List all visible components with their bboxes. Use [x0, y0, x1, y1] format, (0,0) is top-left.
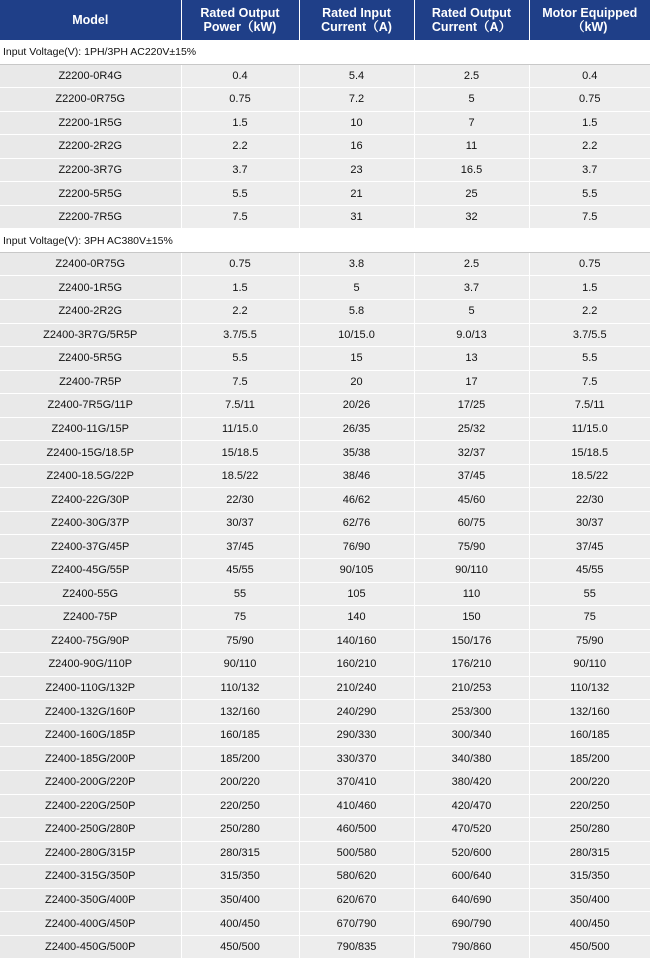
cell-rated-input-current: 370/410: [299, 770, 414, 794]
cell-model: Z2400-132G/160P: [0, 700, 181, 724]
cell-motor-equipped: 2.2: [529, 300, 650, 324]
cell-motor-equipped: 185/200: [529, 747, 650, 771]
cell-model: Z2200-0R4G: [0, 64, 181, 88]
header-model: Model: [0, 0, 181, 41]
cell-rated-output-current: 90/110: [414, 559, 529, 583]
cell-rated-output-power: 11/15.0: [181, 417, 299, 441]
cell-motor-equipped: 350/400: [529, 888, 650, 912]
cell-rated-input-current: 460/500: [299, 818, 414, 842]
table-row: [0, 912, 650, 936]
table-row: [0, 676, 650, 700]
cell-motor-equipped: 1.5: [529, 276, 650, 300]
cell-rated-output-current: 470/520: [414, 818, 529, 842]
table-row: [0, 347, 650, 371]
cell-rated-output-current: 75/90: [414, 535, 529, 559]
cell-rated-output-current: 600/640: [414, 865, 529, 889]
cell-motor-equipped: 280/315: [529, 841, 650, 865]
cell-motor-equipped: 30/37: [529, 511, 650, 535]
cell-model: Z2200-3R7G: [0, 158, 181, 182]
cell-motor-equipped: 2.2: [529, 135, 650, 159]
cell-model: Z2400-1R5G: [0, 276, 181, 300]
cell-rated-output-power: 3.7/5.5: [181, 323, 299, 347]
cell-model: Z2400-75P: [0, 606, 181, 630]
cell-rated-input-current: 10: [299, 111, 414, 135]
cell-rated-input-current: 35/38: [299, 441, 414, 465]
cell-motor-equipped: 110/132: [529, 676, 650, 700]
cell-rated-output-power: 30/37: [181, 511, 299, 535]
table-row: [0, 182, 650, 206]
table-row: [0, 794, 650, 818]
section-header-row: [0, 41, 650, 65]
section-header-row: [0, 229, 650, 253]
cell-model: Z2400-75G/90P: [0, 629, 181, 653]
header-rated-output-current: Rated Output Current（A）: [414, 0, 529, 41]
cell-motor-equipped: 18.5/22: [529, 464, 650, 488]
cell-model: Z2400-250G/280P: [0, 818, 181, 842]
cell-rated-output-current: 790/860: [414, 935, 529, 958]
cell-motor-equipped: 7.5: [529, 205, 650, 229]
cell-rated-input-current: 26/35: [299, 417, 414, 441]
cell-rated-output-power: 15/18.5: [181, 441, 299, 465]
cell-rated-output-current: 210/253: [414, 676, 529, 700]
cell-model: Z2400-90G/110P: [0, 653, 181, 677]
cell-rated-output-current: 110: [414, 582, 529, 606]
cell-rated-output-power: 160/185: [181, 723, 299, 747]
table-row: [0, 464, 650, 488]
cell-rated-input-current: 290/330: [299, 723, 414, 747]
cell-motor-equipped: 3.7: [529, 158, 650, 182]
cell-rated-input-current: 90/105: [299, 559, 414, 583]
cell-rated-output-power: 90/110: [181, 653, 299, 677]
cell-motor-equipped: 450/500: [529, 935, 650, 958]
cell-rated-output-power: 220/250: [181, 794, 299, 818]
cell-rated-output-power: 3.7: [181, 158, 299, 182]
cell-motor-equipped: 400/450: [529, 912, 650, 936]
header-rated-input-current: Rated Input Current（A): [299, 0, 414, 41]
cell-rated-input-current: 10/15.0: [299, 323, 414, 347]
table-row: [0, 135, 650, 159]
cell-rated-output-power: 350/400: [181, 888, 299, 912]
cell-rated-output-current: 45/60: [414, 488, 529, 512]
table-row: [0, 417, 650, 441]
cell-rated-input-current: 38/46: [299, 464, 414, 488]
cell-model: Z2200-7R5G: [0, 205, 181, 229]
cell-motor-equipped: 132/160: [529, 700, 650, 724]
cell-rated-output-current: 253/300: [414, 700, 529, 724]
cell-rated-input-current: 240/290: [299, 700, 414, 724]
cell-motor-equipped: 0.75: [529, 88, 650, 112]
cell-rated-input-current: 5.4: [299, 64, 414, 88]
cell-motor-equipped: 90/110: [529, 653, 650, 677]
table-row: [0, 935, 650, 958]
cell-rated-output-current: 60/75: [414, 511, 529, 535]
cell-model: Z2200-1R5G: [0, 111, 181, 135]
cell-motor-equipped: 37/45: [529, 535, 650, 559]
cell-rated-output-power: 280/315: [181, 841, 299, 865]
cell-motor-equipped: 75: [529, 606, 650, 630]
cell-rated-input-current: 31: [299, 205, 414, 229]
table-row: [0, 535, 650, 559]
cell-rated-output-power: 1.5: [181, 276, 299, 300]
cell-rated-input-current: 62/76: [299, 511, 414, 535]
cell-rated-output-power: 0.75: [181, 88, 299, 112]
cell-model: Z2400-30G/37P: [0, 511, 181, 535]
cell-model: Z2400-200G/220P: [0, 770, 181, 794]
cell-model: Z2200-2R2G: [0, 135, 181, 159]
table-row: [0, 205, 650, 229]
cell-motor-equipped: 5.5: [529, 347, 650, 371]
cell-motor-equipped: 15/18.5: [529, 441, 650, 465]
cell-rated-input-current: 580/620: [299, 865, 414, 889]
cell-rated-input-current: 21: [299, 182, 414, 206]
cell-rated-output-power: 185/200: [181, 747, 299, 771]
table-row: [0, 300, 650, 324]
cell-rated-output-current: 25: [414, 182, 529, 206]
cell-rated-input-current: 3.8: [299, 252, 414, 276]
cell-rated-input-current: 140/160: [299, 629, 414, 653]
cell-rated-output-current: 640/690: [414, 888, 529, 912]
cell-rated-output-power: 75/90: [181, 629, 299, 653]
cell-motor-equipped: 1.5: [529, 111, 650, 135]
cell-rated-output-power: 0.4: [181, 64, 299, 88]
cell-rated-output-power: 37/45: [181, 535, 299, 559]
cell-rated-output-current: 340/380: [414, 747, 529, 771]
cell-model: Z2400-110G/132P: [0, 676, 181, 700]
cell-motor-equipped: 7.5/11: [529, 394, 650, 418]
cell-rated-input-current: 5: [299, 276, 414, 300]
cell-model: Z2400-450G/500P: [0, 935, 181, 958]
header-row: [0, 0, 650, 41]
cell-rated-input-current: 16: [299, 135, 414, 159]
table-row: [0, 818, 650, 842]
table-row: [0, 770, 650, 794]
table-row: [0, 723, 650, 747]
cell-rated-output-current: 380/420: [414, 770, 529, 794]
cell-rated-output-power: 55: [181, 582, 299, 606]
cell-rated-input-current: 410/460: [299, 794, 414, 818]
cell-rated-input-current: 15: [299, 347, 414, 371]
cell-rated-input-current: 330/370: [299, 747, 414, 771]
table-row: [0, 865, 650, 889]
cell-rated-output-current: 16.5: [414, 158, 529, 182]
table-row: [0, 252, 650, 276]
section-title: Input Voltage(V): 3PH AC380V±15%: [0, 229, 650, 253]
cell-motor-equipped: 22/30: [529, 488, 650, 512]
cell-rated-output-current: 3.7: [414, 276, 529, 300]
cell-rated-output-power: 200/220: [181, 770, 299, 794]
cell-rated-input-current: 140: [299, 606, 414, 630]
table-row: [0, 323, 650, 347]
cell-motor-equipped: 45/55: [529, 559, 650, 583]
cell-model: Z2200-0R75G: [0, 88, 181, 112]
cell-rated-output-power: 75: [181, 606, 299, 630]
cell-rated-output-power: 7.5: [181, 205, 299, 229]
cell-rated-output-power: 45/55: [181, 559, 299, 583]
cell-motor-equipped: 7.5: [529, 370, 650, 394]
cell-rated-input-current: 23: [299, 158, 414, 182]
cell-model: Z2400-55G: [0, 582, 181, 606]
cell-rated-input-current: 76/90: [299, 535, 414, 559]
cell-rated-output-current: 9.0/13: [414, 323, 529, 347]
table-row: [0, 88, 650, 112]
table-row: [0, 158, 650, 182]
cell-rated-output-power: 110/132: [181, 676, 299, 700]
cell-rated-input-current: 20: [299, 370, 414, 394]
cell-model: Z2400-11G/15P: [0, 417, 181, 441]
cell-rated-output-power: 1.5: [181, 111, 299, 135]
table-row: [0, 582, 650, 606]
cell-rated-input-current: 620/670: [299, 888, 414, 912]
cell-rated-output-power: 7.5: [181, 370, 299, 394]
cell-model: Z2400-37G/45P: [0, 535, 181, 559]
cell-model: Z2400-15G/18.5P: [0, 441, 181, 465]
table-row: [0, 64, 650, 88]
cell-motor-equipped: 220/250: [529, 794, 650, 818]
cell-rated-input-current: 670/790: [299, 912, 414, 936]
cell-model: Z2400-350G/400P: [0, 888, 181, 912]
cell-rated-input-current: 20/26: [299, 394, 414, 418]
cell-rated-input-current: 160/210: [299, 653, 414, 677]
table-row: [0, 653, 650, 677]
cell-model: Z2200-5R5G: [0, 182, 181, 206]
cell-model: Z2400-22G/30P: [0, 488, 181, 512]
table-row: [0, 629, 650, 653]
cell-rated-output-current: 32/37: [414, 441, 529, 465]
cell-model: Z2400-400G/450P: [0, 912, 181, 936]
cell-motor-equipped: 11/15.0: [529, 417, 650, 441]
cell-rated-input-current: 5.8: [299, 300, 414, 324]
cell-rated-output-power: 132/160: [181, 700, 299, 724]
cell-model: Z2400-280G/315P: [0, 841, 181, 865]
cell-motor-equipped: 75/90: [529, 629, 650, 653]
cell-rated-output-current: 11: [414, 135, 529, 159]
cell-rated-input-current: 790/835: [299, 935, 414, 958]
cell-motor-equipped: 55: [529, 582, 650, 606]
cell-motor-equipped: 200/220: [529, 770, 650, 794]
table-row: [0, 559, 650, 583]
table-body: [0, 41, 650, 958]
cell-rated-output-current: 17/25: [414, 394, 529, 418]
cell-rated-output-current: 37/45: [414, 464, 529, 488]
cell-rated-input-current: 7.2: [299, 88, 414, 112]
cell-rated-output-current: 520/600: [414, 841, 529, 865]
cell-rated-output-power: 315/350: [181, 865, 299, 889]
cell-rated-output-current: 5: [414, 300, 529, 324]
cell-motor-equipped: 0.4: [529, 64, 650, 88]
cell-model: Z2400-220G/250P: [0, 794, 181, 818]
header-motor-equipped: Motor Equipped（kW): [529, 0, 650, 41]
cell-rated-output-current: 32: [414, 205, 529, 229]
table-row: [0, 841, 650, 865]
cell-motor-equipped: 3.7/5.5: [529, 323, 650, 347]
cell-rated-output-current: 150/176: [414, 629, 529, 653]
cell-rated-output-power: 22/30: [181, 488, 299, 512]
cell-rated-input-current: 46/62: [299, 488, 414, 512]
cell-model: Z2400-2R2G: [0, 300, 181, 324]
cell-rated-output-power: 450/500: [181, 935, 299, 958]
table-row: [0, 276, 650, 300]
cell-model: Z2400-18.5G/22P: [0, 464, 181, 488]
cell-rated-input-current: 210/240: [299, 676, 414, 700]
cell-rated-output-current: 2.5: [414, 252, 529, 276]
cell-motor-equipped: 160/185: [529, 723, 650, 747]
cell-rated-input-current: 500/580: [299, 841, 414, 865]
cell-rated-output-current: 150: [414, 606, 529, 630]
cell-rated-output-current: 13: [414, 347, 529, 371]
cell-rated-output-current: 690/790: [414, 912, 529, 936]
table-row: [0, 394, 650, 418]
table-row: [0, 747, 650, 771]
cell-model: Z2400-5R5G: [0, 347, 181, 371]
cell-rated-output-power: 2.2: [181, 300, 299, 324]
cell-model: Z2400-315G/350P: [0, 865, 181, 889]
cell-rated-output-power: 18.5/22: [181, 464, 299, 488]
table-row: [0, 488, 650, 512]
table-row: [0, 511, 650, 535]
header-rated-output-power: Rated Output Power（kW): [181, 0, 299, 41]
cell-model: Z2400-45G/55P: [0, 559, 181, 583]
cell-rated-output-power: 250/280: [181, 818, 299, 842]
section-title: Input Voltage(V): 1PH/3PH AC220V±15%: [0, 41, 650, 65]
cell-motor-equipped: 5.5: [529, 182, 650, 206]
cell-model: Z2400-7R5P: [0, 370, 181, 394]
table-row: [0, 441, 650, 465]
cell-rated-output-power: 7.5/11: [181, 394, 299, 418]
cell-rated-output-current: 7: [414, 111, 529, 135]
cell-rated-output-current: 176/210: [414, 653, 529, 677]
cell-rated-input-current: 105: [299, 582, 414, 606]
cell-rated-output-current: 25/32: [414, 417, 529, 441]
cell-rated-output-power: 400/450: [181, 912, 299, 936]
cell-model: Z2400-7R5G/11P: [0, 394, 181, 418]
cell-rated-output-power: 0.75: [181, 252, 299, 276]
cell-model: Z2400-160G/185P: [0, 723, 181, 747]
table-row: [0, 700, 650, 724]
cell-rated-output-current: 17: [414, 370, 529, 394]
cell-model: Z2400-185G/200P: [0, 747, 181, 771]
cell-rated-output-power: 5.5: [181, 182, 299, 206]
cell-rated-output-power: 5.5: [181, 347, 299, 371]
cell-model: Z2400-3R7G/5R5P: [0, 323, 181, 347]
cell-rated-output-current: 420/470: [414, 794, 529, 818]
cell-rated-output-current: 2.5: [414, 64, 529, 88]
cell-motor-equipped: 0.75: [529, 252, 650, 276]
table-row: [0, 888, 650, 912]
cell-model: Z2400-0R75G: [0, 252, 181, 276]
cell-rated-output-current: 300/340: [414, 723, 529, 747]
cell-rated-output-current: 5: [414, 88, 529, 112]
cell-motor-equipped: 315/350: [529, 865, 650, 889]
table-row: [0, 370, 650, 394]
cell-rated-output-power: 2.2: [181, 135, 299, 159]
table-row: [0, 606, 650, 630]
cell-motor-equipped: 250/280: [529, 818, 650, 842]
table-row: [0, 111, 650, 135]
